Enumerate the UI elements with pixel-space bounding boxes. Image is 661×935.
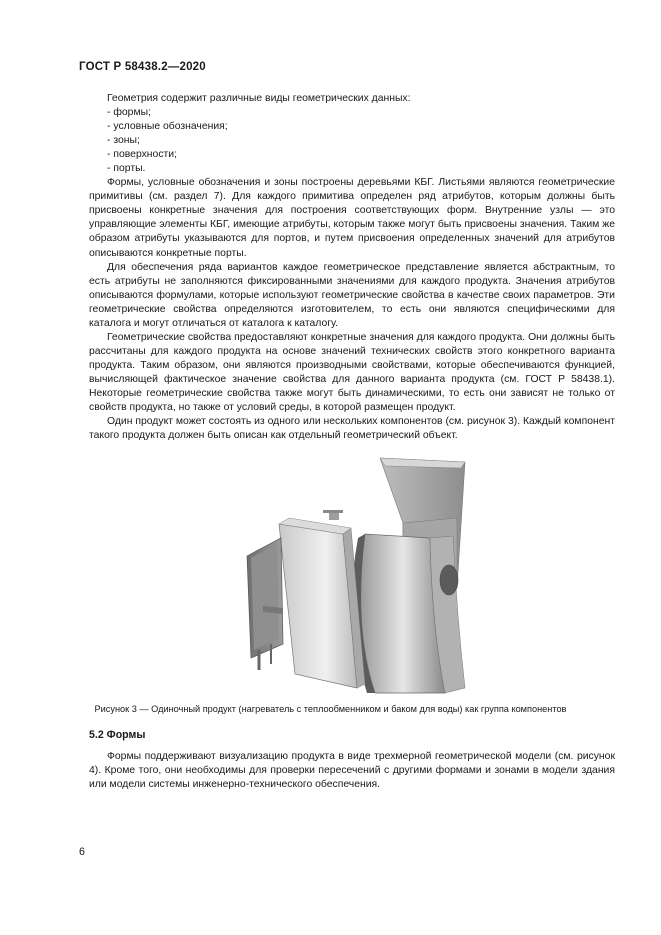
list-item: - формы; [89,106,615,120]
paragraph: Для обеспечения ряда вариантов каждое геометрическое представление является абстрактным, то есть атрибуты не заполняются фиксированными значениями для каждого продукта. Значения атрибутов описываются формулами, которые используют геометрические свойства в качестве своих параметров. Эти геометрические свойства определяются изготовителем, то есть они являются специфическими для каталога и могут отличаться от каталога к каталогу. [89,261,615,329]
paragraph: Формы, условные обозначения и зоны построены деревьями КБГ. Листьями являются геометрические примитивы (см. раздел 7). Для каждого примитива определен ряд атрибутов, которым должны быть присвоены конкретные значения для построения соответствующих форм. Внутренние узлы — это управляющие элементы КБГ, имеющие атрибуты, которым также могут быть присвоены значения. Таким же образом атрибуты указываются для портов, и путем присвоения определенных значений для атрибутов описываются конкретные порты. [89,177,615,259]
body-text [89,92,615,443]
side-flange [440,565,458,595]
standard-header: ГОСТ Р 58438.2—2020 [79,61,206,73]
geometry-data-list [89,106,615,176]
list-item: - поверхности; [89,148,615,162]
figure-caption: Рисунок 3 — Одиночный продукт (нагреватель с теплообменником и баком для воды) как группа компонентов [94,704,567,714]
paragraph: Формы поддерживают визуализацию продукта в виде трехмерной геометрической модели (см. рисунок 4). Кроме того, они необходимы для проверки пересечений с другими формами и зонами в модели здания или модели системы инженерно-технического обеспечения. [89,751,615,791]
heat-exchanger-box [279,510,365,688]
paragraph: Геометрические свойства предоставляют конкретные значения для каждого продукта. Они должны быть рассчитаны для каждого продукта на основе значений технических свойств этого конкретного варианта продукта. Таким образом, они являются производными свойствами, которые обеспечиваются функцией, вычисляющей фактическое значение свойства для данного варианта продукта (см. ГОСТ Р 58438.1). Некоторые геометрические свойства также могут быть динамическими, то есть они зависят не только от свойств продукта, но также от условий среды, в которой размещен продукт. [89,331,615,414]
list-item: - порты. [89,162,615,176]
heater-body [352,534,465,693]
heater-3d-figure [225,438,485,696]
list-item: - зоны; [89,134,615,148]
page-number: 6 [79,846,85,858]
list-item: - условные обозначения; [89,120,615,134]
intro-paragraph: Геометрия содержит различные виды геометрических данных: [107,93,411,104]
section-heading: 5.2 Формы [89,729,146,741]
water-tank-panel [247,538,283,670]
section-text [89,750,615,792]
paragraph: Один продукт может состоять из одного или нескольких компонентов (см. рисунок 3). Каждый компонент такого продукта должен быть описан как отдельный геометрический объект. [89,416,615,442]
